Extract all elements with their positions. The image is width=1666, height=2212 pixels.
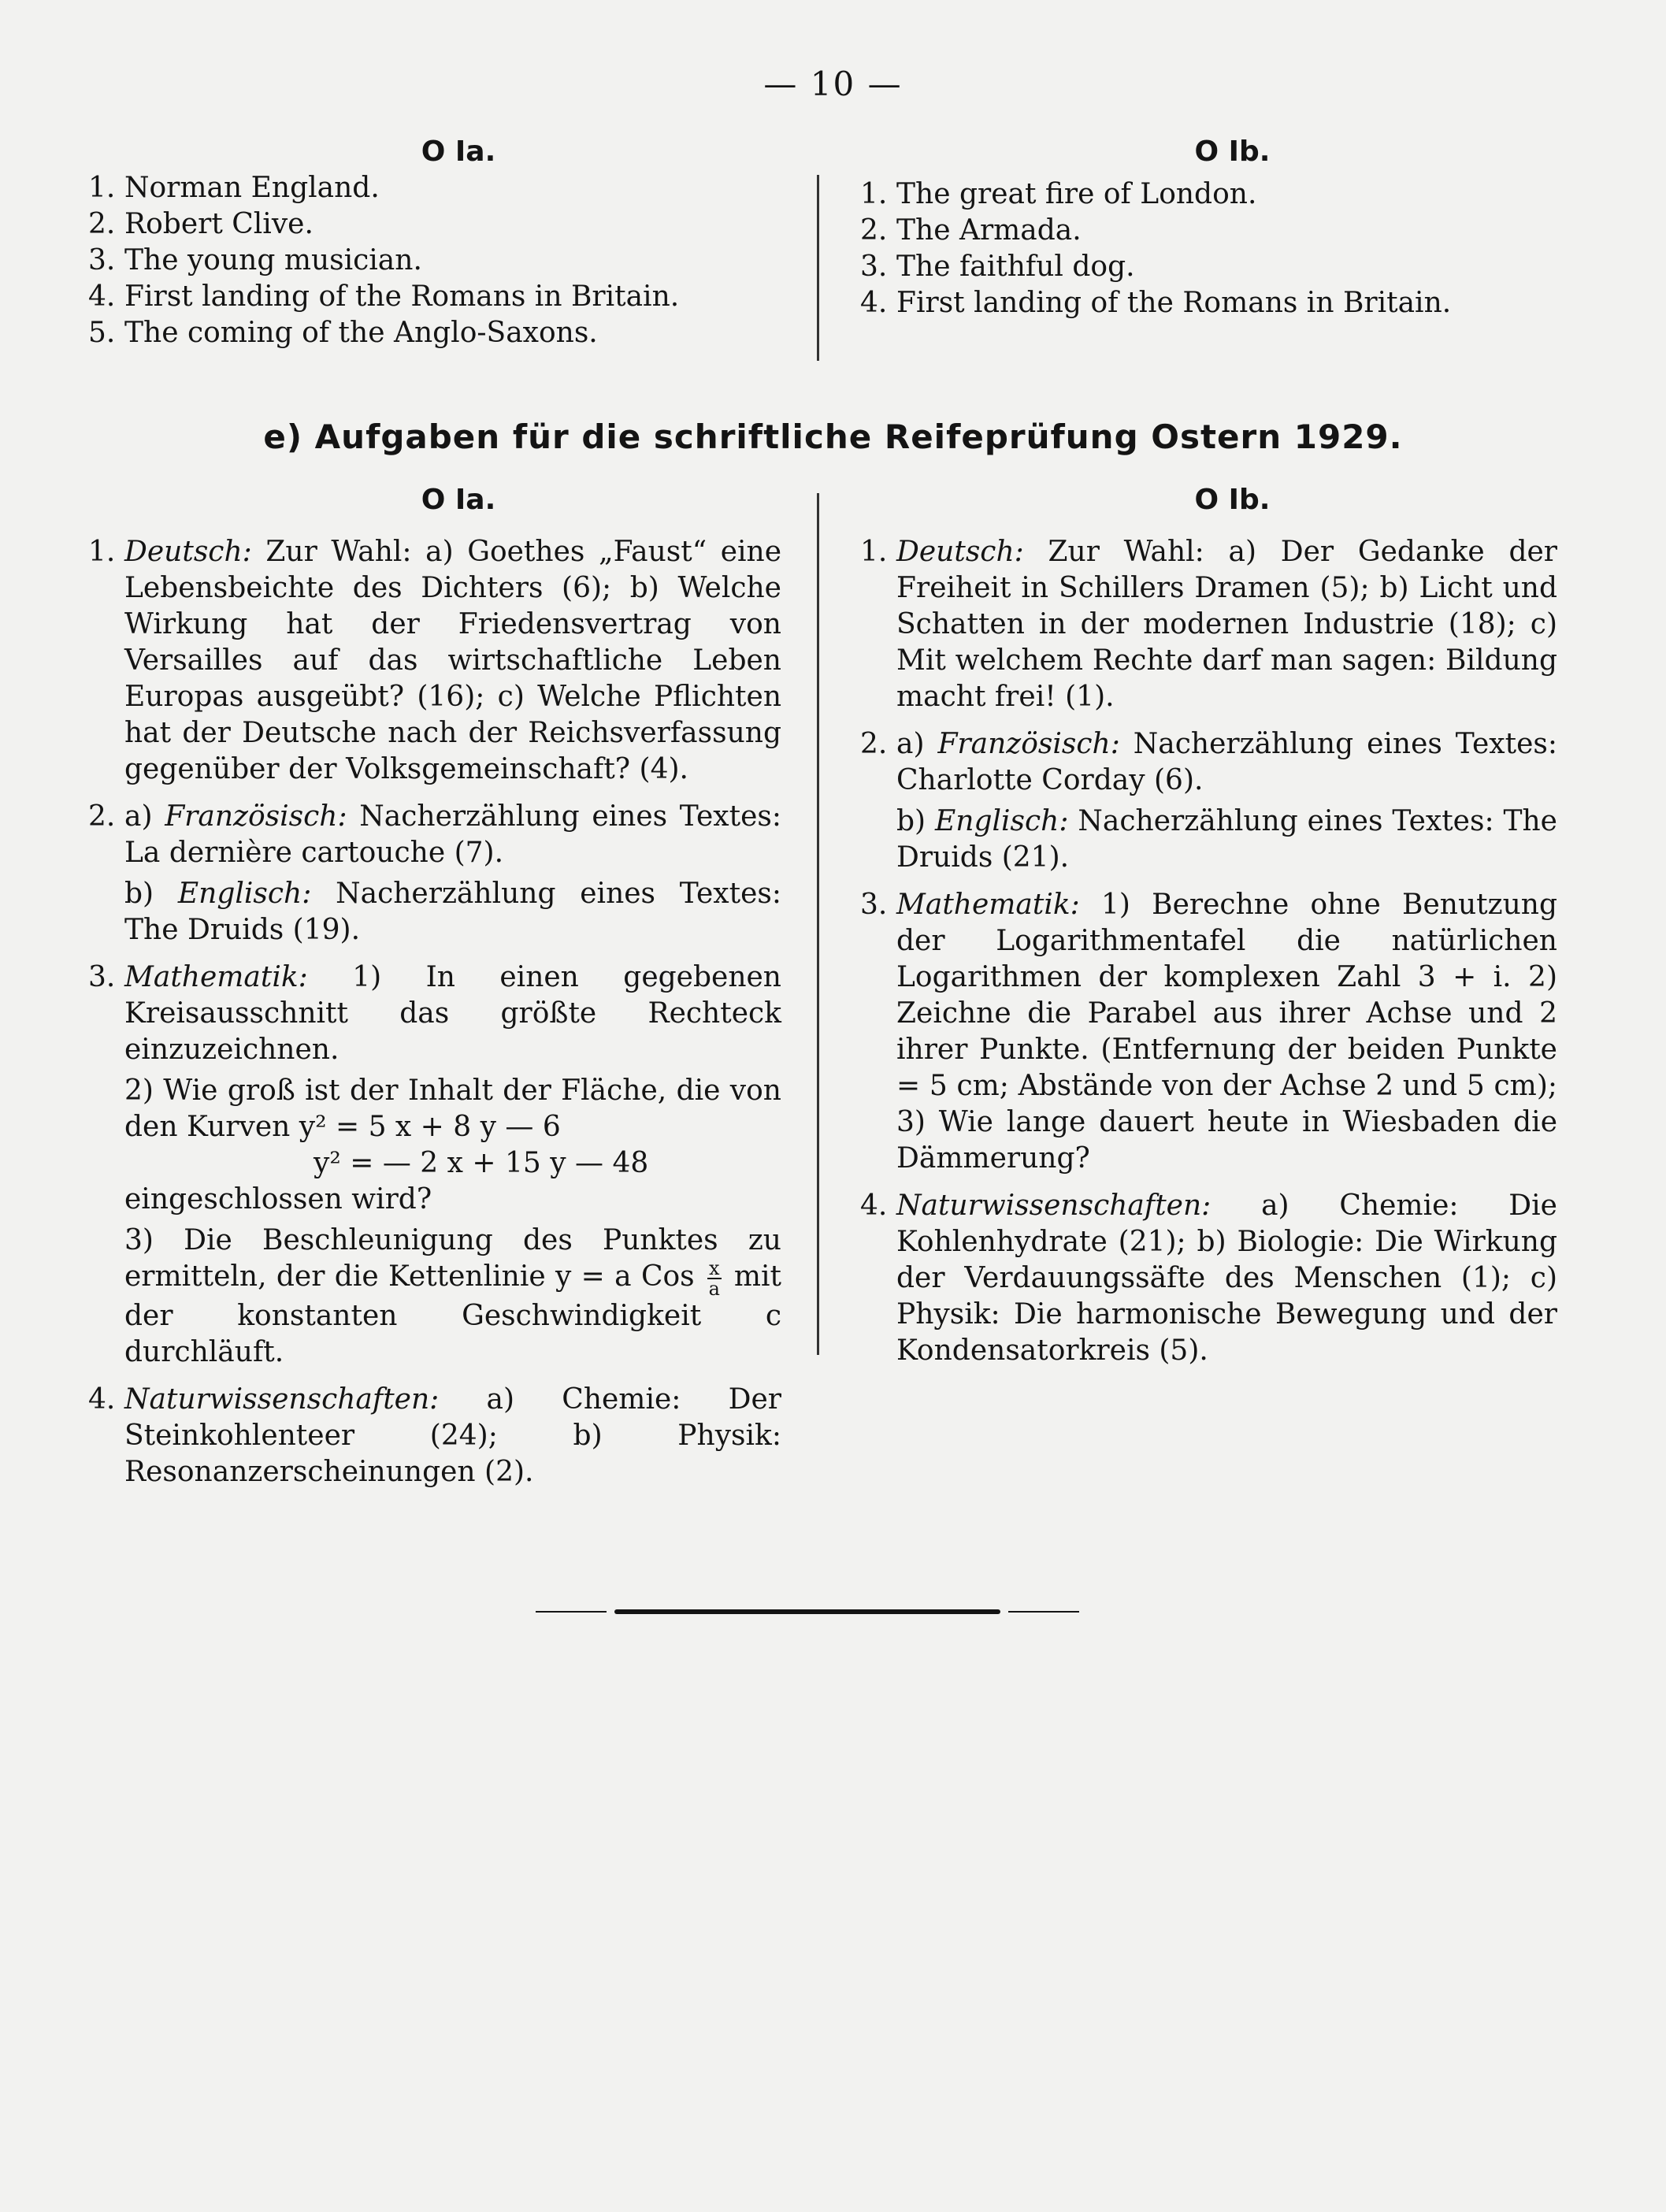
list-item: 3. The young musician. <box>88 244 422 276</box>
end-rule-divider <box>614 1609 1000 1614</box>
upper-right-column <box>860 134 1557 321</box>
list-item: 5. The coming of the Anglo-Saxons. <box>88 317 598 349</box>
task-mathematik: 3. Mathematik: 1) Berechne ohne Benutzung der Logarithmentafel die natürlichen Logarithmen der komplexen Zahl 3 + i. 2) Zeichne die Parabel aus ihrer Achse und 2 ihrer Punkte. (Entfernung der beiden Punkte = 5 cm; Abstände von der Achse 2 und 5 cm); 3) Wie lange dauert heute in Wiesbaden die Dämmerung? <box>860 889 1557 1175</box>
list-item: 1. Norman England. <box>88 172 380 204</box>
task-naturwissenschaften: 4. Naturwissenschaften: a) Chemie: Die Kohlenhydrate (21); b) Biologie: Die Wirkung der Verdauungssäfte des Menschen (1); c) Physik: Die harmonische Bewegung und der Kondensatorkreis (5). <box>860 1190 1557 1367</box>
list-item: 3. The faithful dog. <box>860 251 1135 283</box>
upper-left-column <box>88 134 781 351</box>
lower-column-divider <box>817 493 819 1355</box>
formula-line: y² = — 2 x + 15 y — 48 <box>314 1147 649 1179</box>
upper-left-list <box>88 170 781 351</box>
list-item: 2. Robert Clive. <box>88 208 314 240</box>
upper-column-divider <box>817 175 819 361</box>
lower-right-column <box>860 482 1557 1380</box>
upper-right-heading: O Ib. <box>1194 135 1271 168</box>
fraction: $\frac{x}{a}$ <box>708 1257 720 1300</box>
task-languages: 2. a) Französisch: Nacherzählung eines Textes: La dernière cartouche (7). b) Englisch: Nacherzählung eines Textes: The Druids (19). <box>88 800 781 946</box>
list-item: 4. First landing of the Romans in Britain. <box>860 287 1452 319</box>
task-naturwissenschaften: 4. Naturwissenschaften: a) Chemie: Der Steinkohlenteer (24); b) Physik: Resonanzerscheinungen (2). <box>88 1383 781 1488</box>
upper-left-heading: O Ia. <box>421 135 496 168</box>
lower-right-heading: O Ib. <box>1194 484 1271 516</box>
task-languages: 2. a) Französisch: Nacherzählung eines Textes: Charlotte Corday (6). b) Englisch: Nacherzählung eines Textes: The Druids (21). <box>860 728 1557 874</box>
list-item: 4. First landing of the Romans in Britain. <box>88 280 680 313</box>
upper-right-list <box>860 176 1557 321</box>
task-mathematik: 3. Mathematik: 1) In einen gegebenen Kreisausschnitt das größte Rechteck einzuzeichnen. 2) Wie groß ist der Inhalt der Fläche, die von den Kurven y² = 5 x + 8 y — 6 y² = — 2 x + 15 y — 48 eingeschlossen wird? 3) Die Beschleunigung des Punktes zu ermitteln, der die Kettenlinie y = a Cos $\frac{x}{a}$ mit der konstanten Geschwindigkeit c durchläuft. <box>88 961 781 1368</box>
lower-left-heading: O Ia. <box>421 484 496 516</box>
list-item: 2. The Armada. <box>860 214 1082 247</box>
lower-left-column <box>88 482 781 1501</box>
task-deutsch: 1. Deutsch: Zur Wahl: a) Der Gedanke der Freiheit in Schillers Dramen (5); b) Licht und Schatten in der modernen Industrie (18); c) Mit welchem Rechte darf man sagen: Bildung macht frei! (1). <box>860 536 1558 713</box>
section-title: e) Aufgaben für die schriftliche Reifeprüfung Ostern 1929. <box>263 418 1403 456</box>
task-deutsch: 1. Deutsch: Zur Wahl: a) Goethes „Faust“ eine Lebensbeichte des Dichters (6); b) Welche Wirkung hat der Friedensvertrag von Versailles auf das wirtschaftliche Leben Europas ausgeübt? (16); c) Welche Pflichten hat der Deutsche nach der Reichsverfassung gegenüber der Volksgemeinschaft? (4). <box>88 536 782 785</box>
list-item: 1. The great fire of London. <box>860 178 1257 210</box>
page-number: — 10 — <box>763 65 903 103</box>
